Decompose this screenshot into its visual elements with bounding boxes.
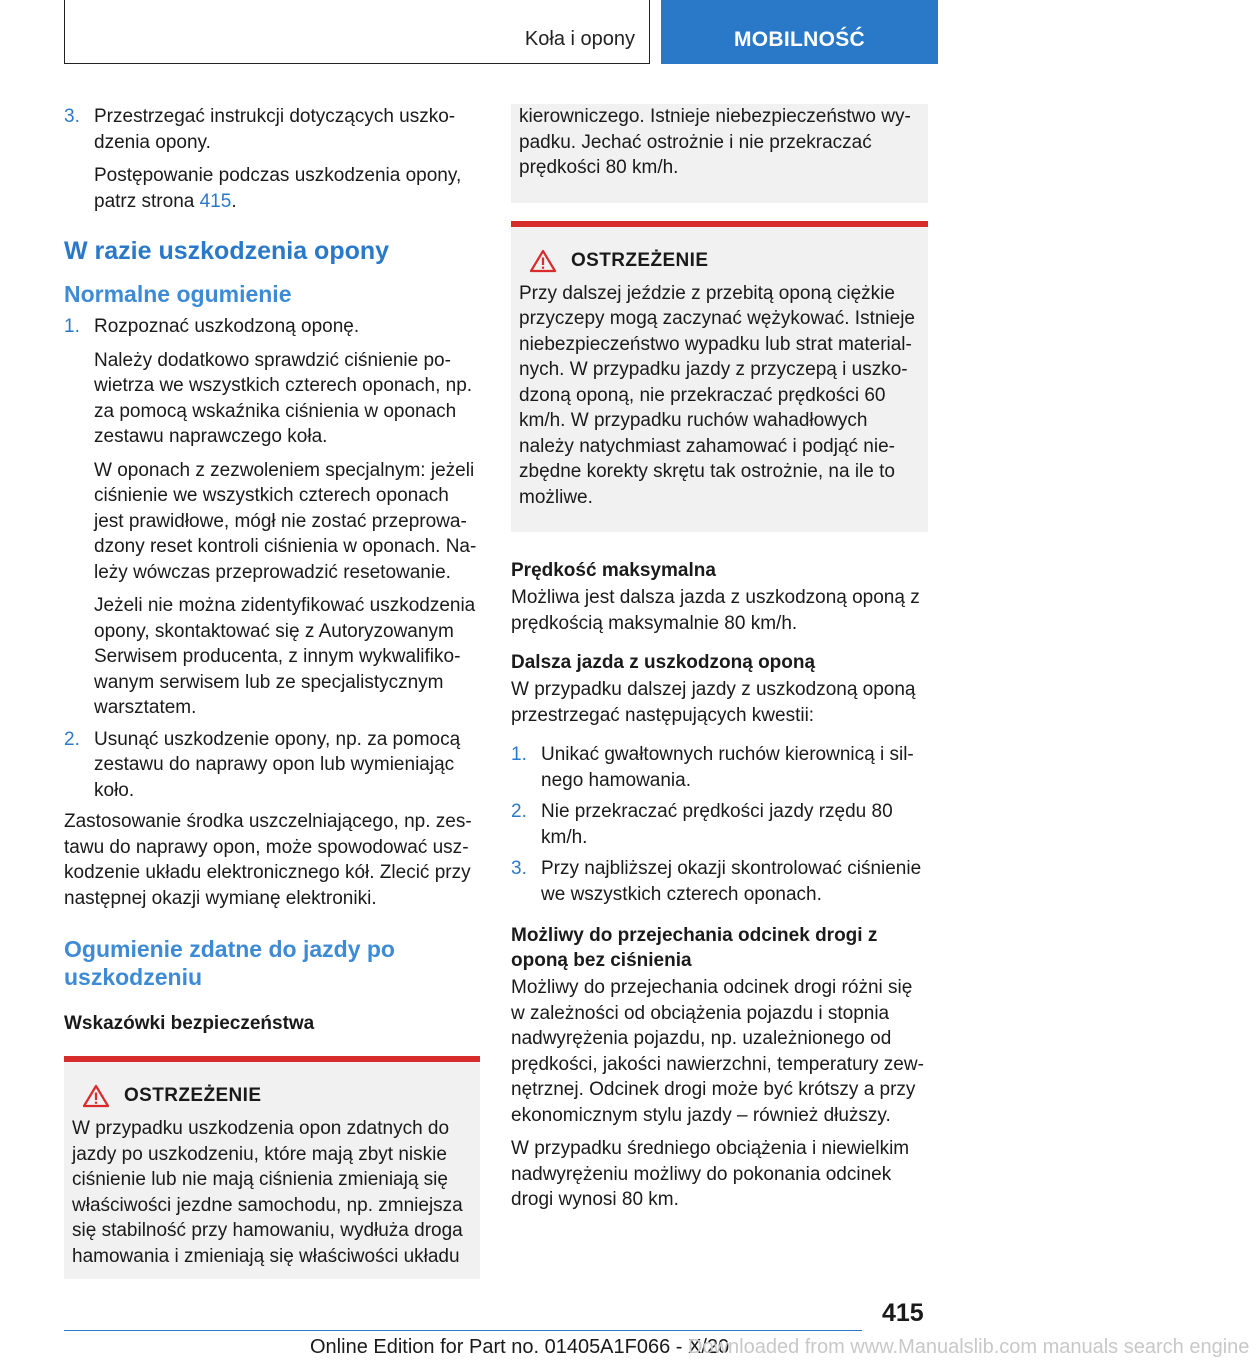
footer-edition: Online Edition for Part no. 01405A1F066 - X/20 bbox=[310, 1336, 730, 1358]
numbered-list-top bbox=[64, 104, 480, 214]
heading-range: Możliwy do przejechania odcinek drogi z oponą bez ciśnienia bbox=[511, 925, 878, 971]
heading-max-speed: Prędkość maksymalna bbox=[511, 560, 716, 581]
warning-title-row bbox=[519, 249, 920, 273]
list-item bbox=[64, 314, 480, 721]
list-text: Nie przekraczać prędkości jazdy rzędu 80 km/h. bbox=[541, 801, 893, 848]
list-text: Należy dodatkowo sprawdzić ciśnienie powietrza we wszystkich czterech oponach, np. za pomocą wskaźnika ciśnienia w oponach zestawu naprawczego koła. bbox=[94, 349, 473, 447]
list-number: 2. bbox=[511, 801, 527, 822]
list-text: Przy najbliższej okazji skontrolować ciśnienie we wszystkich czterech oponach. bbox=[541, 858, 922, 905]
header-section-title: Koła i opony bbox=[524, 28, 635, 50]
section-heading: W razie uszkodzenia opony bbox=[64, 237, 390, 265]
list-text: Rozpoznać uszkodzoną oponę. bbox=[94, 316, 360, 337]
list-text: Unikać gwałtownych ruchów kierownicą i silnego hamowania. bbox=[541, 744, 914, 791]
warning-box-continued bbox=[511, 104, 928, 203]
body-paragraph: Możliwy do przejechania odcinek drogi różni się w zależności od obciążenia pojazdu i stopnia nadwyrężenia pojazdu, np. uzależnionego od prędkości, jakości nawierzchni, temperatury zewnętrznej. Odcinek drogi może być krótszy a przy ekonomicznym stylu jazdy – również dłuższy. bbox=[511, 977, 924, 1126]
body-paragraph: Możliwa jest dalsza jazda z uszkodzoną oponą z prędkością maksymalnie 80 km/h. bbox=[511, 587, 920, 634]
list-text: W oponach z zezwoleniem specjalnym: jeżeli ciśnienie we wszystkich czterech oponach jest prawidłowe, mógł nie zostać przeprowadzony reset kontroli ciśnienia w oponach. Należy wówczas przeprowadzić resetowanie. bbox=[94, 459, 477, 583]
page-number: 415 bbox=[882, 1299, 924, 1327]
page-link[interactable]: 415 bbox=[199, 190, 232, 212]
list-number: 1. bbox=[511, 744, 527, 765]
list-item bbox=[64, 104, 480, 214]
list-text bbox=[94, 163, 480, 214]
warning-title: OSTRZEŻENIE bbox=[571, 249, 709, 271]
warning-box-trailer bbox=[511, 221, 928, 533]
list-item bbox=[511, 742, 928, 793]
warning-title-row bbox=[72, 1084, 472, 1108]
right-column bbox=[511, 104, 928, 1213]
warning-text: kierowniczego. Istnieje niebezpieczeństwo wypadku. Jechać ostrożnie i nie przekraczać prędkości 80 km/h. bbox=[519, 106, 911, 178]
warning-title: OSTRZEŻENIE bbox=[124, 1085, 262, 1106]
list-number: 2. bbox=[64, 728, 80, 750]
warning-triangle-icon bbox=[529, 249, 557, 273]
body-paragraph: W przypadku średniego obciążenia i niewielkim nadwyrężeniu możliwy do pokonania odcinek drogi wynosi 80 km. bbox=[511, 1138, 910, 1210]
list-number: 3. bbox=[64, 106, 80, 127]
footer-watermark: Downloaded from www.Manualslib.com manuals search engine bbox=[688, 1336, 1249, 1358]
warning-triangle-icon bbox=[82, 1084, 110, 1108]
subsection-heading-runflat: Ogumienie zdatne do jazdy po uszkodzeniu bbox=[64, 936, 395, 990]
header-chapter-tab: MOBILNOŚĆ bbox=[661, 0, 938, 64]
list-item bbox=[64, 727, 480, 804]
list-item bbox=[511, 856, 928, 907]
numbered-list-driving bbox=[511, 742, 928, 907]
body-paragraph: W przypadku dalszej jazdy z uszkodzoną oponą przestrzegać następujących kwestii: bbox=[511, 679, 916, 726]
list-number: 1. bbox=[64, 316, 80, 337]
warning-box bbox=[64, 1056, 480, 1279]
list-text: Usunąć uszkodzenie opony, np. za pomocą zestawu do naprawy opon lub wymieniając koło. bbox=[94, 728, 461, 801]
body-paragraph: Zastosowanie środka uszczelniającego, np. zestawu do naprawy opon, może spowodować uszkodzenie układu elektronicznego kół. Zlecić przy następnej okazji wymianę elektroniki. bbox=[64, 811, 472, 909]
list-number: 3. bbox=[511, 858, 527, 879]
numbered-list-normal bbox=[64, 314, 480, 803]
warning-text: Przy dalszej jeździe z przebitą oponą ciężkie przyczepy mogą zaczynać wężykować. Istnieje niebezpieczeństwo wypadku lub strat materialnych. W przypadku jazdy z przyczepą i uszkodzoną oponą, nie przekraczać prędkości 60 km/h. W przypadku ruchów wahadłowych należy natychmiast zahamować i podjąć niezbędne korekty skrętu tak ostrożnie, na ile to możliwe. bbox=[519, 282, 915, 508]
subsection-heading-normal: Normalne ogumienie bbox=[64, 281, 292, 307]
list-text: Przestrzegać instrukcji dotyczących uszkodzenia opony. bbox=[94, 106, 456, 153]
list-text-part: . bbox=[231, 190, 237, 212]
footer-divider bbox=[64, 1330, 862, 1331]
list-text-part: Postępowanie podczas uszkodzenia opony, patrz strona bbox=[94, 165, 462, 212]
warning-text: W przypadku uszkodzenia opon zdatnych do jazdy po uszkodzeniu, które mają zbyt niskie ciśnienie lub nie mają ciśnienia zmieniają się właściwości jezdne samochodu, np. zmniejsza się stabilność przy hamowaniu, wydłuża droga hamowania i zmieniają się właściwości układu bbox=[72, 1118, 463, 1267]
list-item bbox=[511, 799, 928, 850]
safety-heading: Wskazówki bezpieczeństwa bbox=[64, 1013, 315, 1034]
left-column bbox=[64, 104, 480, 1279]
list-text: Jeżeli nie można zidentyfikować uszkodzenia opony, skontaktować się z Autoryzowanym Serwisem producenta, z innym wykwalifikowanym serwisem lub ze specjalistycznym warsztatem. bbox=[94, 595, 476, 718]
heading-continued-driving: Dalsza jazda z uszkodzoną oponą bbox=[511, 652, 816, 673]
